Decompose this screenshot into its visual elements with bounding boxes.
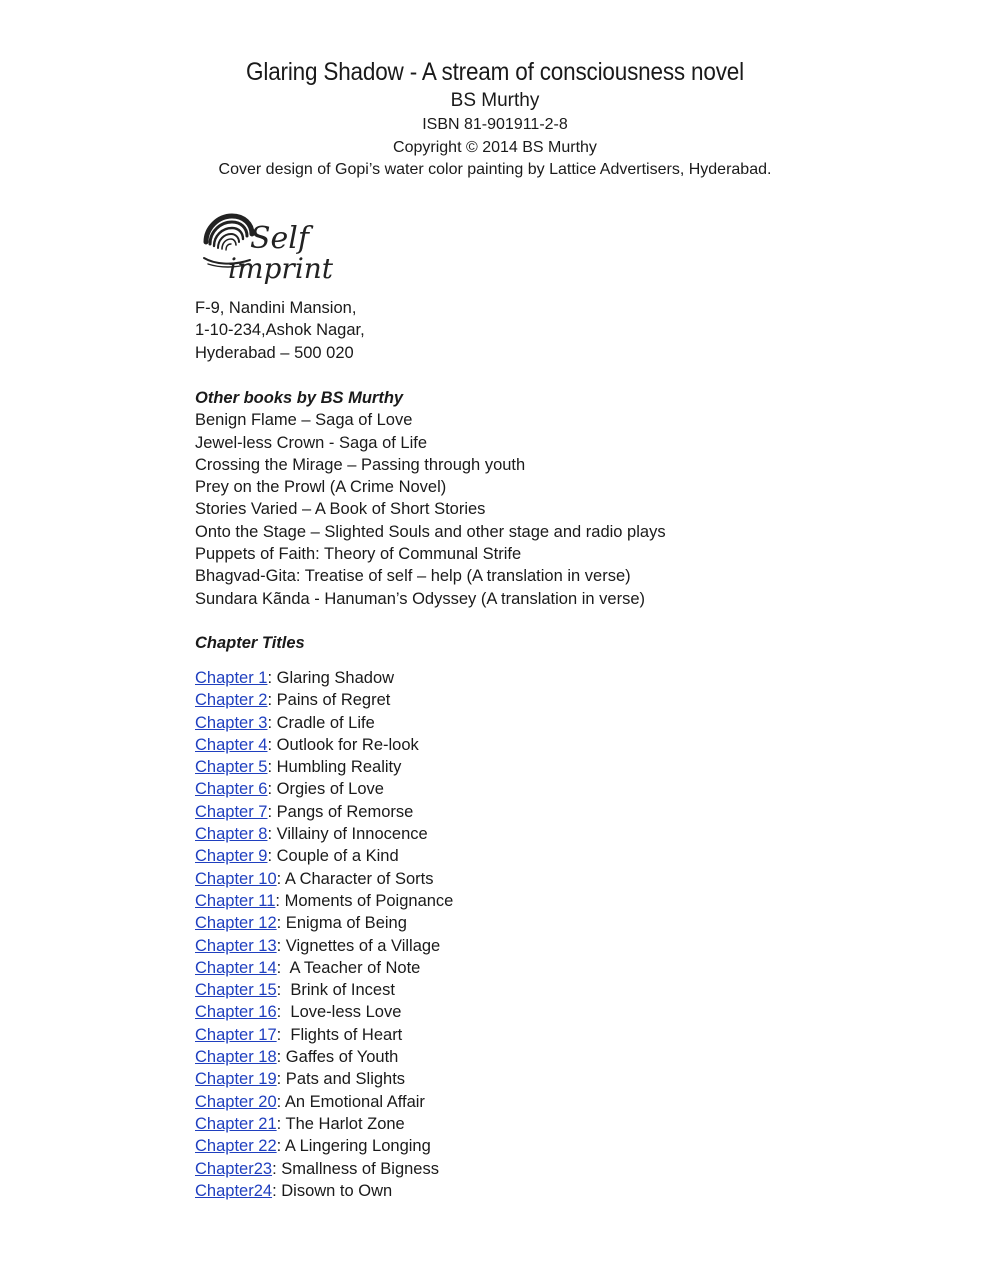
- chapter-link[interactable]: Chapter 8: [195, 825, 268, 844]
- chapter-link[interactable]: Chapter 3: [195, 713, 268, 732]
- book-list-item: Jewel-less Crown - Saga of Life: [195, 433, 428, 452]
- chapter-link[interactable]: Chapter 18: [195, 1048, 277, 1067]
- chapter-title: : Outlook for Re-look: [267, 735, 419, 754]
- chapter-list: [195, 667, 895, 1202]
- book-title: Glaring Shadow - A stream of consciousness novel: [246, 58, 744, 86]
- book-list-item: Prey on the Prowl (A Crime Novel): [195, 478, 447, 497]
- chapter-link[interactable]: Chapter23: [195, 1159, 273, 1178]
- chapter-link[interactable]: Chapter 11: [195, 891, 276, 910]
- address-line: F-9, Nandini Mansion,: [195, 299, 357, 317]
- chapter-link[interactable]: Chapter 16: [195, 1003, 277, 1022]
- logo-word-self: Self: [250, 221, 310, 256]
- book-list-item: Bhagvad-Gita: Treatise of self – help (A translation in verse): [195, 567, 631, 586]
- chapter-list-item: [195, 734, 895, 756]
- cover-credit: Cover design of Gopi’s water color painting by Lattice Advertisers, Hyderabad.: [218, 161, 772, 178]
- chapter-list-item: [195, 1046, 895, 1068]
- chapter-link[interactable]: Chapter 14: [195, 958, 277, 977]
- chapter-link[interactable]: Chapter 13: [195, 936, 277, 955]
- spiral-logo-icon: [200, 208, 350, 294]
- chapter-link[interactable]: Chapter 10: [195, 869, 277, 888]
- chapter-link[interactable]: Chapter 20: [195, 1092, 277, 1111]
- chapter-title: : The Harlot Zone: [276, 1114, 405, 1133]
- book-list-item: Stories Varied – A Book of Short Stories: [195, 500, 486, 519]
- title-block: [0, 56, 990, 182]
- chapter-title: : Couple of a Kind: [267, 847, 399, 866]
- chapter-list-item: [195, 667, 895, 689]
- chapter-list-item: [195, 1024, 895, 1046]
- book-list-item: Sundara Kãnda - Hanuman’s Odyssey (A translation in verse): [195, 589, 646, 608]
- chapter-link[interactable]: Chapter 5: [195, 758, 268, 777]
- other-books-heading: Other books by BS Murthy: [195, 389, 404, 407]
- logo-word-imprint: imprint: [228, 252, 334, 285]
- chapter-title: : Disown to Own: [272, 1181, 393, 1200]
- chapter-title: : Humbling Reality: [267, 758, 402, 777]
- chapter-titles-heading: Chapter Titles: [195, 634, 305, 652]
- author-name: BS Murthy: [450, 90, 540, 111]
- chapter-list-item: [195, 801, 895, 823]
- chapter-title: : Brink of Incest: [276, 981, 395, 1000]
- chapter-titles-section-heading: [195, 632, 895, 654]
- book-list-item: Crossing the Mirage – Passing through youth: [195, 455, 526, 474]
- copyright: Copyright © 2014 BS Murthy: [393, 138, 597, 156]
- chapter-link[interactable]: Chapter 4: [195, 735, 268, 754]
- chapter-link[interactable]: Chapter 2: [195, 691, 268, 710]
- book-list-item: Puppets of Faith: Theory of Communal Strife: [195, 545, 522, 564]
- chapter-list-item: [195, 957, 895, 979]
- chapter-title: : Moments of Poignance: [275, 891, 454, 910]
- chapter-title: : Smallness of Bigness: [272, 1159, 439, 1178]
- chapter-link[interactable]: Chapter 12: [195, 914, 277, 933]
- chapter-list-item: [195, 712, 895, 734]
- chapter-list-item: [195, 1091, 895, 1113]
- publisher-address: [195, 297, 895, 364]
- chapter-title: : A Lingering Longing: [276, 1137, 431, 1156]
- chapter-title: : Orgies of Love: [267, 780, 384, 799]
- chapter-list-item: [195, 1068, 895, 1090]
- chapter-title: : Gaffes of Youth: [276, 1048, 399, 1067]
- chapter-link[interactable]: Chapter 17: [195, 1025, 277, 1044]
- other-books-section: [195, 387, 895, 610]
- chapter-link[interactable]: Chapter 9: [195, 847, 268, 866]
- chapter-title: : Pangs of Remorse: [267, 802, 414, 821]
- chapter-list-item: [195, 778, 895, 800]
- chapter-title: : Love-less Love: [276, 1003, 402, 1022]
- chapter-list-item: [195, 689, 895, 711]
- chapter-title: : Vignettes of a Village: [276, 936, 441, 955]
- chapter-link[interactable]: Chapter 7: [195, 802, 268, 821]
- address-line: 1-10-234,Ashok Nagar,: [195, 321, 365, 340]
- chapter-list-item: [195, 979, 895, 1001]
- book-list-item: Benign Flame – Saga of Love: [195, 411, 413, 430]
- chapter-title: : Glaring Shadow: [267, 669, 395, 687]
- chapter-title: : An Emotional Affair: [276, 1092, 425, 1111]
- chapter-title: : Enigma of Being: [276, 914, 407, 933]
- publisher-logo: [200, 208, 350, 294]
- chapter-link[interactable]: Chapter 19: [195, 1070, 277, 1089]
- chapter-link[interactable]: Chapter 1: [195, 669, 268, 687]
- chapter-title: : Flights of Heart: [276, 1025, 403, 1044]
- chapter-list-item: [195, 1113, 895, 1135]
- chapter-link[interactable]: Chapter 22: [195, 1137, 277, 1156]
- chapter-list-item: [195, 912, 895, 934]
- chapter-list-item: [195, 1158, 895, 1180]
- chapter-title: : Cradle of Life: [267, 713, 375, 732]
- chapter-list-item: [195, 756, 895, 778]
- chapter-list-item: [195, 1180, 895, 1202]
- chapter-title: : Pains of Regret: [267, 691, 391, 710]
- chapter-link[interactable]: Chapter 21: [195, 1114, 277, 1133]
- chapter-list-item: [195, 890, 895, 912]
- chapter-title: : A Teacher of Note: [276, 958, 421, 977]
- book-list-item: Onto the Stage – Slighted Souls and other stage and radio plays: [195, 522, 666, 541]
- chapter-link[interactable]: Chapter 6: [195, 780, 268, 799]
- chapter-list-item: [195, 1001, 895, 1023]
- chapter-title: : A Character of Sorts: [276, 869, 434, 888]
- chapter-link[interactable]: Chapter 15: [195, 981, 277, 1000]
- address-line: Hyderabad – 500 020: [195, 343, 354, 362]
- chapter-list-item: [195, 1135, 895, 1157]
- chapter-list-item: [195, 868, 895, 890]
- chapter-title: : Pats and Slights: [276, 1070, 406, 1089]
- chapter-title: : Villainy of Innocence: [267, 825, 428, 844]
- chapter-list-item: [195, 845, 895, 867]
- chapter-list-item: [195, 823, 895, 845]
- isbn: ISBN 81-901911-2-8: [422, 116, 568, 133]
- chapter-link[interactable]: Chapter24: [195, 1181, 273, 1200]
- chapter-list-item: [195, 935, 895, 957]
